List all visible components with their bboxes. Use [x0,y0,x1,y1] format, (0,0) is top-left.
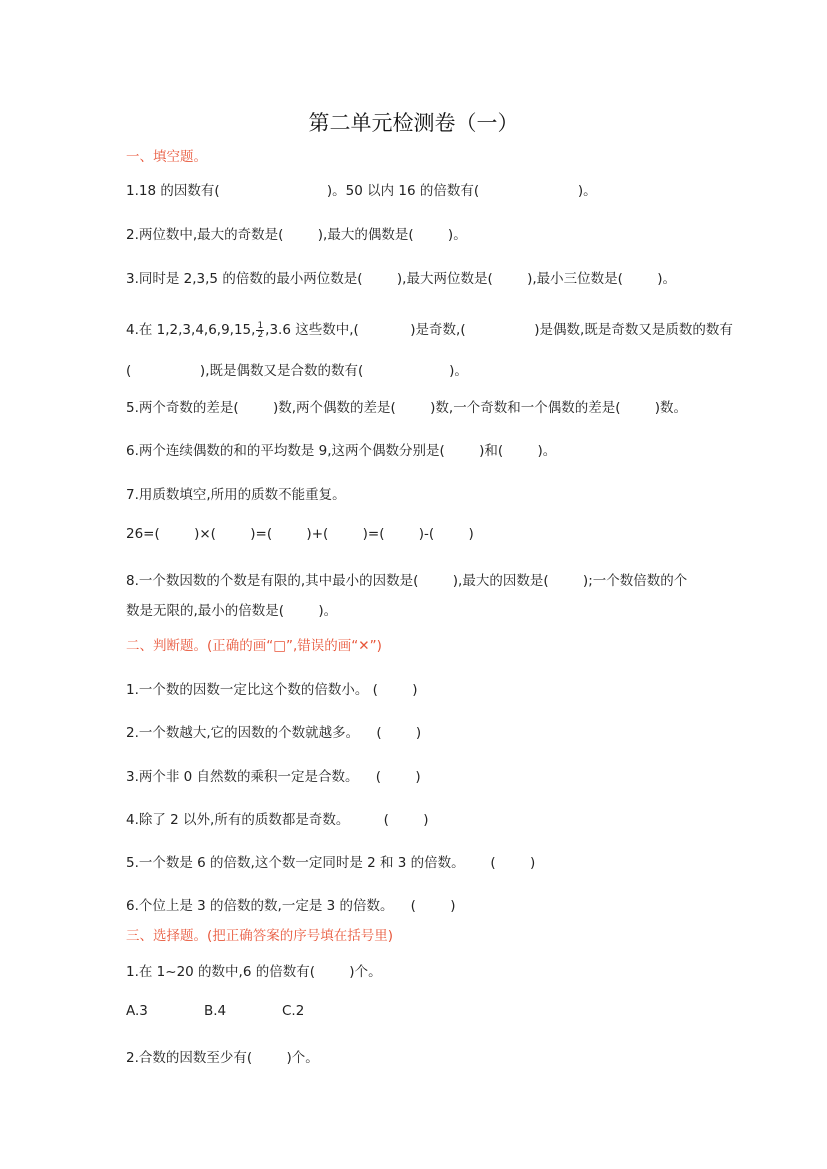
question-text: 6.两个连续偶数的和的平均数是 9,这两个偶数分别是( )和( )。 [126,443,557,459]
question-text: 数是无限的,最小的倍数是( )。 [126,603,338,619]
judgement-item: 4.除了 2 以外,所有的质数都是奇数。 ( ) [126,812,429,828]
question-text-part: ,3.6 这些数中,( )是奇数,( )是偶数,既是奇数又是质数的数有 [265,322,733,338]
option-c: C.2 [282,1003,305,1019]
option-b: B.4 [204,1003,227,1019]
question-text: ( ),既是偶数又是合数的数有( )。 [126,363,468,379]
question-text [126,318,733,339]
fraction-denominator: 2 [257,329,264,340]
option-a: A.3 [126,1003,148,1019]
question-text: 2.两位数中,最大的奇数是( ),最大的偶数是( )。 [126,227,467,243]
section-heading-fill-blank: 一、填空题。 [126,149,207,165]
fraction-numerator: 1 [257,320,264,331]
question-text: 7.用质数填空,所用的质数不能重复。 [126,487,346,503]
question-text: 1.18 的因数有( )。50 以内 16 的倍数有( )。 [126,183,597,199]
judgement-item: 2.一个数越大,它的因数的个数就越多。 ( ) [126,725,422,741]
question-text: 3.同时是 2,3,5 的倍数的最小两位数是( ),最大两位数是( ),最小三位数是( )。 [126,271,676,287]
choice-options [126,1003,304,1019]
judgement-item: 1.一个数的因数一定比这个数的倍数小。 ( ) [126,682,418,698]
section-heading-true-false: 二、判断题。(正确的画“□”,错误的画“✕”) [126,638,382,654]
question-text: 2.合数的因数至少有( )个。 [126,1050,319,1066]
equation-text: 26=( )×( )=( )+( )=( )-( ) [126,526,474,542]
judgement-item: 5.一个数是 6 的倍数,这个数一定同时是 2 和 3 的倍数。 ( ) [126,855,536,871]
question-text: 8.一个数因数的个数是有限的,其中最小的因数是( ),最大的因数是( );一个数倍数的个 [126,573,688,589]
fraction [256,322,264,339]
judgement-item: 6.个位上是 3 的倍数的数,一定是 3 的倍数。 ( ) [126,898,456,914]
page-title: 第二单元检测卷（一） [308,111,519,135]
section-heading-multiple-choice: 三、选择题。(把正确答案的序号填在括号里) [126,928,394,944]
question-text: 5.两个奇数的差是( )数,两个偶数的差是( )数,一个奇数和一个偶数的差是( )数。 [126,400,688,416]
question-text-part: 4.在 1,2,3,4,6,9,15, [126,322,256,338]
judgement-item: 3.两个非 0 自然数的乘积一定是合数。 ( ) [126,769,421,785]
question-text: 1.在 1~20 的数中,6 的倍数有( )个。 [126,964,382,980]
